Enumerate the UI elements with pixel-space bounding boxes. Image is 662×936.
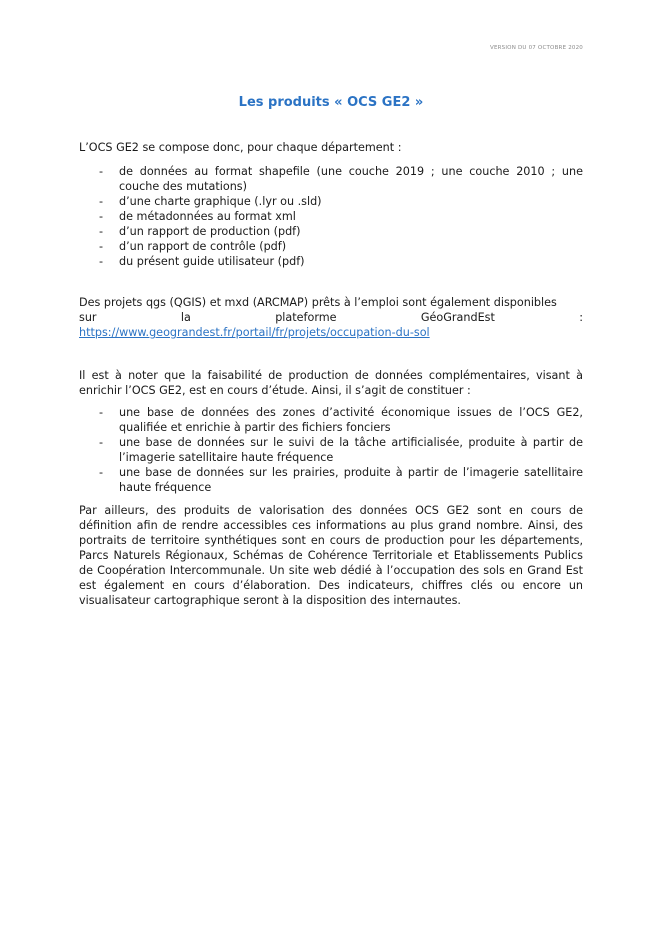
list-item: - de métadonnées au format xml xyxy=(79,209,583,224)
future-products-section xyxy=(79,368,583,495)
intro-section xyxy=(79,140,583,269)
projects-section xyxy=(79,295,583,340)
intro-paragraph: L’OCS GE2 se compose donc, pour chaque département : xyxy=(79,141,402,154)
valorisation-paragraph: Par ailleurs, des produits de valorisation des données OCS GE2 sont en cours de définition afin de rendre accessibles ces informations au plus grand nombre. Ainsi, des portraits de territoire synthétiques sont en cours de production pour les départements, Parcs Naturels Régionaux, Schémas de Cohérence Territoriale et Etablissements Publics de Coopération Intercommunale. Un site web dédié à l’occupation des sols en Grand Est est également en cours d’élaboration. Des indicateurs, chiffres clés ou encore un visualisateur cartographique seront à la disposition des internautes. xyxy=(79,504,583,607)
version-header: VERSION DU 07 OCTOBRE 2020 xyxy=(490,45,583,51)
projects-line-2: sur la plateforme GéoGrandEst : xyxy=(79,311,583,324)
list-item: - d’un rapport de contrôle (pdf) xyxy=(79,239,583,254)
geograndest-link[interactable]: https://www.geograndest.fr/portail/fr/projets/occupation-du-sol xyxy=(79,326,430,339)
list-item: - une base de données sur le suivi de la tâche artificialisée, produite à partir de l’imagerie satellitaire haute fréquence xyxy=(79,435,583,465)
list-item: - une base de données sur les prairies, produite à partir de l’imagerie satellitaire haute fréquence xyxy=(79,465,583,495)
future-paragraph: Il est à noter que la faisabilité de production de données complémentaires, visant à enrichir l’OCS GE2, est en cours d’étude. Ainsi, il s’agit de constituer : xyxy=(79,369,583,397)
page-title: Les produits « OCS GE2 » xyxy=(238,95,424,110)
valorisation-section xyxy=(79,503,583,608)
list-item: - de données au format shapefile (une couche 2019 ; une couche 2010 ; une couche des mutations) xyxy=(79,164,583,194)
list-item: - du présent guide utilisateur (pdf) xyxy=(79,254,583,269)
future-products-list xyxy=(79,405,583,495)
deliverables-list xyxy=(79,164,583,269)
list-item: - une base de données des zones d’activité économique issues de l’OCS GE2, qualifiée et enrichie à partir des fichiers fonciers xyxy=(79,405,583,435)
list-item: - d’un rapport de production (pdf) xyxy=(79,224,583,239)
list-item: - d’une charte graphique (.lyr ou .sld) xyxy=(79,194,583,209)
projects-line-1: Des projets qgs (QGIS) et mxd (ARCMAP) prêts à l’emploi sont également disponibles xyxy=(79,296,557,309)
